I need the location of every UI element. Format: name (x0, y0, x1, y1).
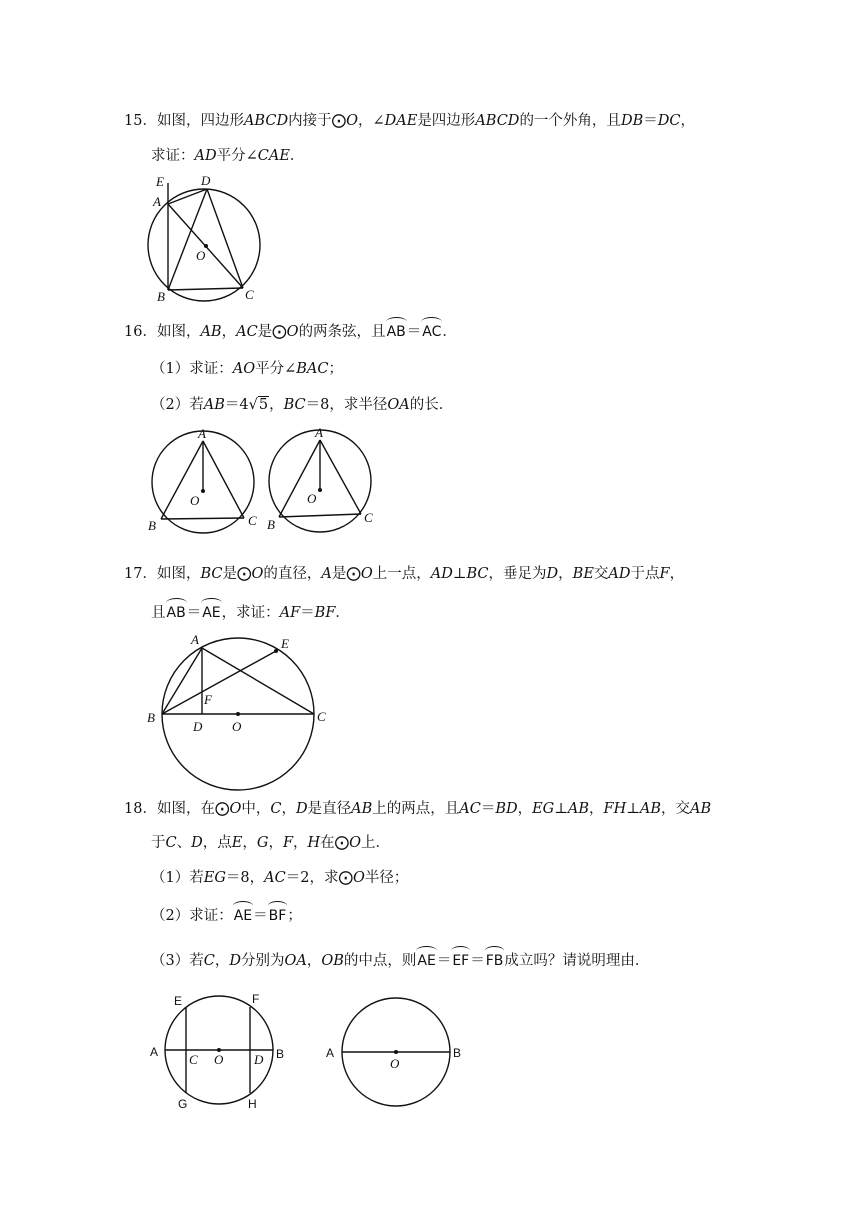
q18-figure-left (140, 985, 300, 1115)
label-A: A (315, 425, 323, 440)
q15-line1: 15．如图，四边形ABCD内接于⨀O，∠DAE是四边形ABCD的一个外角，且DB＝DC， (124, 113, 695, 129)
arc-symbol: FB (485, 953, 504, 969)
arc-symbol: AE (417, 953, 436, 969)
label-C: C (248, 513, 257, 528)
label-D: D (193, 719, 203, 734)
label-B: B (276, 1047, 285, 1061)
label-O: O (390, 1056, 400, 1071)
arc-symbol: AB (386, 324, 406, 340)
sqrt-symbol: √5 (248, 397, 269, 413)
q16-figure-right (262, 425, 387, 535)
arc-symbol: AE (233, 908, 253, 924)
q16-figure-left (140, 425, 265, 535)
q18-line1: 18．如图，在⨀O中，C，D是直径AB上的两点，且AC＝BD，EG⊥AB，FH⊥AB，交AB (124, 801, 712, 817)
label-O: O (196, 248, 206, 263)
label-A: A (198, 426, 206, 441)
label-B: B (453, 1046, 462, 1060)
label-C: C (245, 287, 254, 302)
label-D: D (201, 173, 211, 188)
q18-figure-right (320, 985, 470, 1115)
arc-symbol: AB (166, 605, 186, 621)
label-A: A (153, 194, 161, 209)
label-E: E (156, 174, 164, 189)
label-B: B (267, 517, 275, 532)
q16-line1: 16．如图，AB，AC是⨀O的两条弦，且AB＝AC． (124, 324, 457, 340)
q18-line2: 于C、D，点E，G，F，H在⨀O上． (151, 835, 391, 851)
label-A: A (326, 1046, 335, 1060)
label-E: E (281, 636, 289, 651)
label-G: G (178, 1097, 188, 1111)
label-F: F (204, 692, 212, 707)
label-B: B (147, 710, 155, 725)
label-B: B (157, 289, 165, 304)
q17-line2: 且AB＝AE，求证：AF＝BF． (151, 605, 350, 621)
q18-part3: （3）若C，D分别为OA，OB的中点，则AE＝EF＝FB成立吗？请说明理由． (151, 953, 650, 969)
arc-symbol: EF (452, 953, 470, 969)
q18-part2: （2）求证：AE＝BF； (151, 908, 302, 924)
q16-part1: （1）求证：AO平分∠BAC； (151, 361, 343, 377)
label-O: O (214, 1052, 224, 1067)
circle-dot-symbol: ⨀ (331, 113, 347, 129)
label-F: F (252, 992, 260, 1006)
label-E: E (174, 994, 183, 1008)
label-O: O (232, 719, 242, 734)
label-A: A (150, 1045, 159, 1059)
q15-line2: 求证：AD平分∠CAE． (151, 148, 305, 164)
label-H: H (248, 1097, 257, 1111)
q16-part2: （2）若AB＝4√5，BC＝8，求半径OA的长． (151, 397, 454, 413)
arc-symbol: AE (202, 605, 221, 621)
label-C: C (317, 709, 326, 724)
arc-symbol: AC (422, 324, 442, 340)
q15-figure (140, 170, 254, 305)
label-O: O (190, 493, 200, 508)
label-B: B (148, 518, 156, 533)
label-D: D (254, 1052, 264, 1067)
q17-line1: 17．如图，BC是⨀O的直径，A是⨀O上一点，AD⊥BC，垂足为D，BE交AD于点F， (124, 566, 685, 582)
q17-figure (140, 628, 340, 793)
label-A: A (191, 632, 199, 647)
arc-symbol: BF (268, 908, 287, 924)
label-C: C (364, 510, 373, 525)
label-O: O (307, 491, 317, 506)
label-C: C (189, 1052, 198, 1067)
q18-part1: （1）若EG＝8，AC＝2，求⨀O半径； (151, 870, 409, 886)
